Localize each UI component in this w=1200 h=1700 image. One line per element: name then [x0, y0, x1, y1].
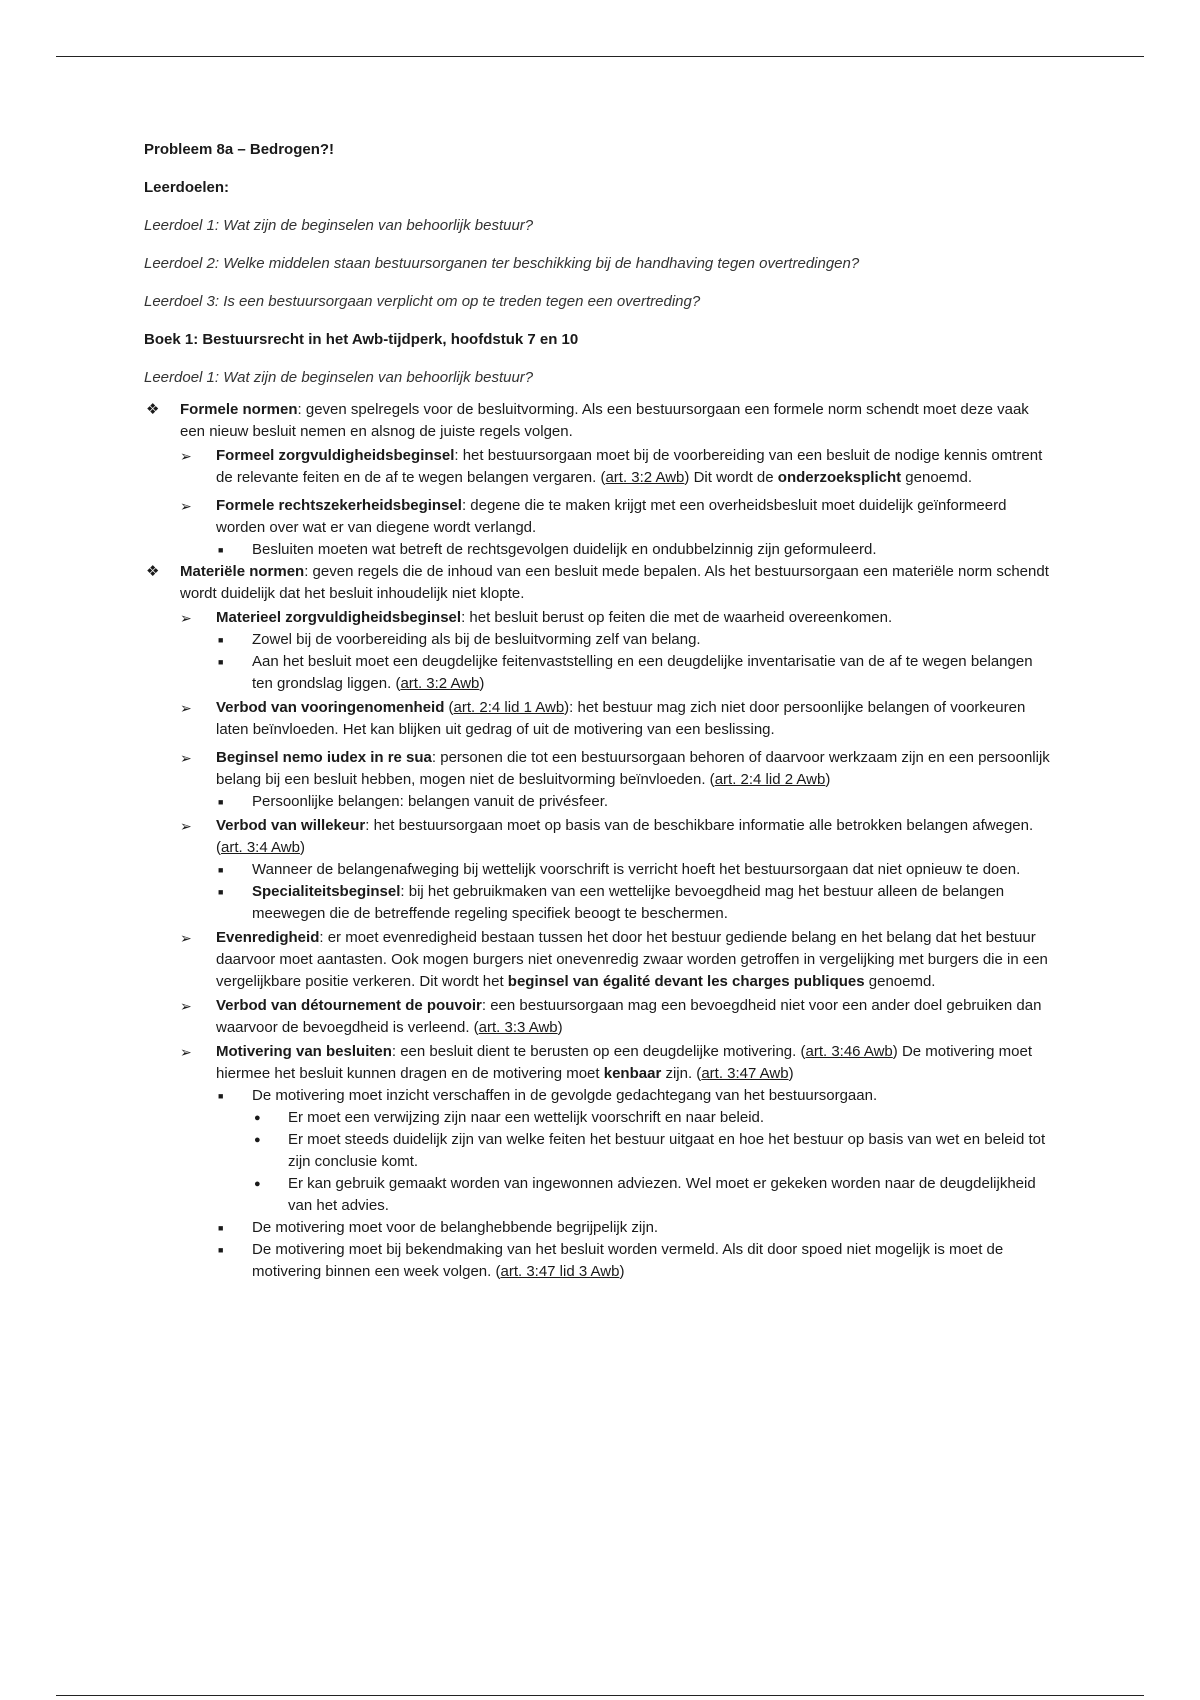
learning-goal-repeat: Leerdoel 1: Wat zijn de beginselen van behoorlijk bestuur? — [144, 369, 534, 386]
list-item-material-care — [180, 607, 1054, 695]
material-care-list — [216, 629, 1054, 695]
text-nemo: : personen die tot een bestuursorgaan behoren of daarvoor werkzaam zijn en een persoonlijk belang bij een besluit hebben, mogen niet de besluitvorming beïnvloeden. ( — [216, 749, 1050, 788]
ref-art-3-4: art. 3:4 Awb — [221, 839, 300, 856]
term-bias: Verbod van vooringenomenheid — [216, 699, 445, 716]
text-bias-pre: ( — [444, 699, 454, 716]
nemo-list — [216, 791, 1054, 813]
text-care-sub2: Aan het besluit moet een deugdelijke feitenvaststelling en een deugdelijke inventarisatie van de af te wegen belangen ten grondslag liggen. ( — [252, 653, 1033, 692]
dot-bullet-icon: ● — [254, 1178, 261, 1190]
text-motivation-3: zijn. ( — [661, 1065, 702, 1082]
term-formal-norms: Formele normen — [180, 401, 298, 418]
text-formal-certainty: : degene die te maken krijgt met een overheidsbesluit moet duidelijk geïnformeerd worden over wat er van diegene wordt verlangd. — [216, 497, 1007, 536]
text-motivation: : een besluit dient te berusten op een deugdelijke motivering. ( — [391, 1043, 806, 1060]
text-speciality: : bij het gebruikmaken van een wettelijke bevoegdheid mag het bestuur alleen de belangen meewegen die de betreffende regeling specifiek beoogt te beschermen. — [252, 883, 1005, 922]
text-nemo-end: ) — [825, 771, 831, 788]
list-item-nemo — [180, 747, 1054, 813]
footer-rule — [56, 1695, 1144, 1696]
term-egalite: beginsel van égalité devant les charges publiques — [507, 973, 865, 990]
list-item — [216, 859, 1054, 881]
list-item — [216, 629, 1054, 651]
arrow-bullet-icon: ➢ — [180, 998, 192, 1014]
ref-art-3-3: art. 3:3 Awb — [478, 1019, 558, 1036]
term-detournement: Verbod van détournement de pouvoir — [216, 997, 482, 1014]
ref-art-3-47: art. 3:47 Awb — [701, 1065, 789, 1082]
arrow-bullet-icon: ➢ — [180, 930, 192, 946]
text-certainty-sub: Besluiten moeten wat betreft de rechtsgevolgen duidelijk en ondubbelzinnig zijn geformuleerd. — [252, 541, 877, 558]
text-proportionality: : er moet evenredigheid bestaan tussen het door het bestuur gediende belang en het belang dat het bestuur daarvoor moet aantasten. Ook mogen burgers niet onevenredig zwaar worden getroffen in vergelijking met burgers die in een vergelijkbare positie verkeren. Dit wordt het — [216, 929, 1048, 990]
list-item — [252, 1107, 1054, 1129]
list-item-motivation — [180, 1041, 1054, 1283]
ref-art-2-4-lid-2: art. 2:4 lid 2 Awb — [714, 771, 826, 788]
square-bullet-icon: ■ — [218, 865, 224, 875]
term-onderzoeksplicht: onderzoeksplicht — [777, 469, 902, 486]
text-insight-3: Er kan gebruik gemaakt worden van ingewonnen adviezen. Wel moet er gekeken worden naar de deugdelijkheid van het advies. — [288, 1175, 1036, 1214]
text-detournement: : een bestuursorgaan mag een bevoegdheid niet voor een ander doel gebruiken dan waarvoor de bevoegdheid is verleend. ( — [216, 997, 1042, 1036]
motivation-insight-list — [252, 1107, 1054, 1217]
term-formal-care: Formeel zorgvuldigheidsbeginsel — [216, 447, 455, 464]
list-item — [216, 1217, 1054, 1239]
arrow-bullet-icon: ➢ — [180, 610, 192, 626]
list-item — [216, 1239, 1054, 1283]
motivation-list — [216, 1085, 1054, 1283]
text-motivation-end: ) — [788, 1065, 794, 1082]
term-proportionality: Evenredigheid — [216, 929, 320, 946]
dot-bullet-icon: ● — [254, 1134, 261, 1146]
term-motivation: Motivering van besluiten — [216, 1043, 392, 1060]
list-item-formal-care — [180, 445, 1054, 489]
text-arbitrariness-end: ) — [299, 839, 305, 856]
list-item-proportionality — [180, 927, 1054, 993]
term-arbitrariness: Verbod van willekeur — [216, 817, 366, 834]
arrow-bullet-icon: ➢ — [180, 448, 192, 464]
dot-bullet-icon: ● — [254, 1112, 261, 1124]
list-item — [252, 1173, 1054, 1217]
learning-goal-1: Leerdoel 1: Wat zijn de beginselen van behoorlijk bestuur? — [144, 217, 534, 234]
arbitrariness-list — [216, 859, 1054, 925]
learning-goal-2: Leerdoel 2: Welke middelen staan bestuursorganen ter beschikking bij de handhaving tegen overtredingen? — [144, 255, 860, 272]
header-rule — [56, 56, 1144, 57]
term-speciality: Specialiteitsbeginsel — [252, 883, 401, 900]
square-bullet-icon: ■ — [218, 657, 224, 667]
list-item-material-norms — [144, 561, 1054, 1283]
arrow-bullet-icon: ➢ — [180, 498, 192, 514]
text-arbitrariness: : het bestuursorgaan moet op basis van de beschikbare informatie alle betrokken belangen afwegen. ( — [216, 817, 1034, 856]
list-item — [216, 1085, 1054, 1217]
material-norms-list — [180, 607, 1054, 1283]
square-bullet-icon: ■ — [218, 545, 224, 555]
book-heading: Boek 1: Bestuursrecht in het Awb-tijdperk, hoofdstuk 7 en 10 — [144, 331, 579, 348]
ref-art-3-47-lid-3: art. 3:47 lid 3 Awb — [500, 1263, 620, 1280]
square-bullet-icon: ■ — [218, 1245, 224, 1255]
square-bullet-icon: ■ — [218, 797, 224, 807]
arrow-bullet-icon: ➢ — [180, 750, 192, 766]
list-item — [252, 1129, 1054, 1173]
square-bullet-icon: ■ — [218, 887, 224, 897]
arrow-bullet-icon: ➢ — [180, 818, 192, 834]
ref-art-3-2: art. 3:2 Awb — [400, 675, 480, 692]
list-item-formal-norms — [144, 399, 1054, 561]
document-body — [144, 139, 1054, 1283]
list-item-arbitrariness — [180, 815, 1054, 925]
square-bullet-icon: ■ — [218, 1091, 224, 1101]
list-item — [216, 651, 1054, 695]
learning-goal-3: Leerdoel 3: Is een bestuursorgaan verplicht om op te treden tegen een overtreding? — [144, 293, 701, 310]
formal-norms-list — [180, 445, 1054, 561]
term-material-norms: Materiële normen — [180, 563, 305, 580]
list-item — [216, 539, 1054, 561]
text-care-sub1: Zowel bij de voorbereiding als bij de besluitvorming zelf van belang. — [252, 631, 701, 648]
term-nemo: Beginsel nemo iudex in re sua — [216, 749, 432, 766]
ref-art-2-4-lid-1: art. 2:4 lid 1 Awb — [453, 699, 565, 716]
text-bias: ): het bestuur mag zich niet door persoonlijke belangen of voorkeuren laten beïnvloeden. Het kan blijken uit gedrag of uit de motivering van een beslissing. — [216, 699, 1026, 738]
text-care-sub2-end: ) — [479, 675, 485, 692]
text-insight-2: Er moet steeds duidelijk zijn van welke feiten het bestuur uitgaat en hoe het bestuur op basis van wet en beleid tot zijn conclusie komt. — [288, 1131, 1046, 1170]
diamond-bullet-icon: ❖ — [146, 401, 160, 418]
norms-list — [144, 399, 1054, 1283]
arrow-bullet-icon: ➢ — [180, 700, 192, 716]
text-formal-norms: : geven spelregels voor de besluitvorming. Als een bestuursorgaan een formele norm schendt moet deze vaak een nieuw besluit nemen en alsnog de juiste regels volgen. — [180, 401, 1029, 440]
list-item-detournement — [180, 995, 1054, 1039]
text-material-care: : het besluit berust op feiten die met de waarheid overeenkomen. — [461, 609, 893, 626]
list-item — [216, 791, 1054, 813]
square-bullet-icon: ■ — [218, 1223, 224, 1233]
list-item-bias — [180, 697, 1054, 741]
text-arbitrariness-sub1: Wanneer de belangenafweging bij wettelijk voorschrift is verricht hoeft het bestuursorgaan dat niet opnieuw te doen. — [252, 861, 1021, 878]
text-motivation-sub2: De motivering moet voor de belanghebbende begrijpelijk zijn. — [252, 1219, 659, 1236]
text-insight-1: Er moet een verwijzing zijn naar een wettelijk voorschrift en naar beleid. — [288, 1109, 765, 1126]
list-item — [216, 881, 1054, 925]
text-proportionality-2: genoemd. — [864, 973, 936, 990]
text-motivation-sub1: De motivering moet inzicht verschaffen in de gevolgde gedachtegang van het bestuursorgaan. — [252, 1087, 878, 1104]
text-material-norms: : geven regels die de inhoud van een besluit mede bepalen. Als het bestuursorgaan een materiële norm schendt wordt duidelijk dat het besluit inhoudelijk niet klopte. — [180, 563, 1049, 602]
text-formal-care: : het bestuursorgaan moet bij de voorbereiding van een besluit de nodige kennis omtrent de relevante feiten en de af te wegen belangen vergaren. ( — [216, 447, 1043, 486]
text-motivation-sub3: De motivering moet bij bekendmaking van het besluit worden vermeld. Als dit door spoed niet mogelijk is moet de motivering binnen een week volgen. ( — [252, 1241, 1004, 1280]
learning-goals-heading: Leerdoelen: — [144, 179, 230, 196]
text-motivation-2: ) De motivering moet hiermee het besluit kunnen dragen en de motivering moet — [216, 1043, 1032, 1082]
ref-art-3-46: art. 3:46 Awb — [805, 1043, 893, 1060]
text-nemo-sub: Persoonlijke belangen: belangen vanuit de privésfeer. — [252, 793, 609, 810]
formal-certainty-list — [216, 539, 1054, 561]
term-kenbaar: kenbaar — [603, 1065, 662, 1082]
text-formal-care-3: genoemd. — [901, 469, 973, 486]
text-formal-care-2: ) Dit wordt de — [684, 469, 778, 486]
square-bullet-icon: ■ — [218, 635, 224, 645]
text-detournement-end: ) — [557, 1019, 563, 1036]
doc-title: Probleem 8a – Bedrogen?! — [144, 141, 335, 158]
list-item-formal-certainty — [180, 495, 1054, 561]
term-material-care: Materieel zorgvuldigheidsbeginsel — [216, 609, 462, 626]
text-motivation-sub3-end: ) — [619, 1263, 625, 1280]
arrow-bullet-icon: ➢ — [180, 1044, 192, 1060]
ref-art-3-2: art. 3:2 Awb — [605, 469, 685, 486]
diamond-bullet-icon: ❖ — [146, 563, 160, 580]
term-formal-certainty: Formele rechtszekerheidsbeginsel — [216, 497, 462, 514]
